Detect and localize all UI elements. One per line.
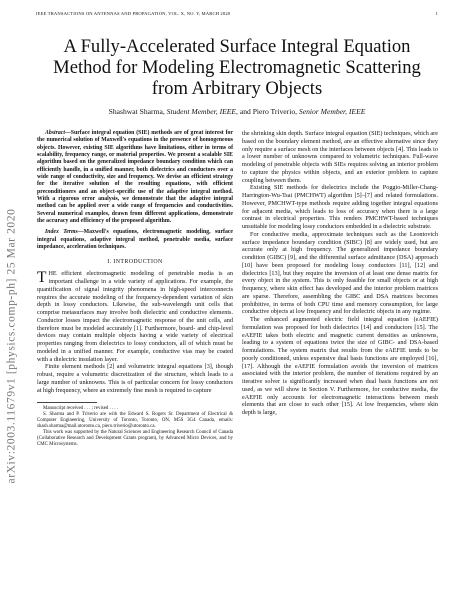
abstract-lead: Abstract: [45, 130, 65, 136]
index-terms-body: —Maxwell's equations, electromagnetic modeling, surface integral equations, adaptive integral method, penetrable media, surface impedance, acceleration techniques.: [37, 229, 233, 251]
intro-p1-text: efficient electromagnetic modeling of penetrable media is an important challenge in a wide variety of applications. For example, the quantification of signal integrity phenomena in high-speed interconnects requires the accurate modeling of the frequency-dependent variation of skin depth in lossy conductors. Likewise, the sub-wavelength unit cells that comprise metasurfaces may involve both dielectric and conductive elements. Conductor losses impact the electromagnetic response of the unit cells, and therefore must be modeled accurately [1]. Furthermore, board- and chip-level devices may contain multiple objects having a wide variety of electrical properties ranging from dielectrics to lossy conductors, all of which must be modeled in a unified manner. For example, conductive vias may be coated with a dielectric insulation layer.: [37, 270, 233, 363]
footnote-rule: [37, 402, 97, 403]
paper-title: [36, 36, 438, 99]
journal-header: IEEE TRANSACTIONS ON ANTENNAS AND PROPAGATION, VOL. X, NO. Y, MARCH 2020: [36, 11, 231, 16]
author-2: and Piero Triverio,: [239, 107, 298, 116]
right-column: [242, 130, 438, 417]
author-1-role: Student Member, IEEE,: [166, 107, 238, 116]
author-2-role: Senior Member, IEEE: [298, 107, 366, 116]
index-terms-lead: Index Terms: [45, 229, 78, 236]
abstract: [37, 130, 233, 225]
intro-paragraph-2: Finite element methods [2] and volumetric integral equations [3], though robust, require a volumetric discretization of the structure, which leads to a large number of unknowns. This is of particular concern for lossy conductors at high frequency, where an extremely fine mesh is required to capture: [37, 363, 233, 394]
title-line-2: Method for Modeling Electromagnetic Scattering: [53, 57, 421, 78]
left-column: [37, 130, 233, 448]
abstract-body: —Surface integral equation (SIE) methods are of great interest for the numerical solution of Maxwell's equations in the presence of homogeneous objects. However, existing SIE algorithms have limitations, either in terms of scalability, frequency range, or material properties. We present a scalable SIE algorithm based on the generalized impedance boundary condition which can efficiently handle, in a unified manner, both dielectrics and conductors over a wide range of conductivity, size and frequency. We devise an efficient strategy for the iterative solution of the resulting equations, with efficient preconditioners and an object-specific use of the adaptive integral method. With a rigorous error analysis, we demonstrate that the adaptive integral method can be applied over a wide range of frequencies and conductivities. Several numerical examples, drawn from different applications, demonstrate the accuracy and efficiency of the proposed algorithm.: [37, 130, 233, 225]
right-paragraph-4: The enhanced augmented electric field integral equation (eAEFIE) formulation was proposed for both dielectrics [14] and conductors [15]. The eAEFIE takes both electric and magnetic current densities as unknowns, leading to a system of equations twice the size of GIBC- and DSA-based formulations. The system matrix that results from the eAEFIE tends to be poorly conditioned, unless expensive dual basis functions are employed [16], [17]. Although the eAEFIE formulation avoids the inversion of matrices associated with the interior problem, the number of iterations required by an iterative solver is significantly increased when dual basis functions are not used, as we will show in Section V. Furthermore, for conductive media, the eAEFIE only accounts for electromagnetic interactions between mesh elements that are close to each other [15]. At low frequencies, where skin depth is large,: [242, 316, 438, 416]
page-number: 1: [435, 11, 438, 16]
right-paragraph-1: the shrinking skin depth. Surface integral equation (SIE) techniques, which are based on the boundary element method, are an effective alternative since they only require a surface mesh on the interfaces between objects [4]. This leads to a lower number of unknowns compared to volumetric techniques. Full-wave modeling of penetrable objects with SIEs requires solving an interior problem to capture the physics within objects, and an exterior problem to capture coupling between them.: [242, 130, 438, 184]
right-paragraph-3: For conductive media, approximate techniques such as the Leontovich surface impedance boundary condition (SIBC) [8] are widely used, but are accurate only at high frequency. The generalized impedance boundary condition (GIBC) [9], and the differential surface admittance (DSA) approach [10] have been proposed for modeling lossy conductors [11], [12] and dielectrics [13], but they require the inversion of at least one dense matrix for every object in the system. This is only feasible for small objects or at high frequency, where skin effect has developed and the interior problem matrices are sparse. Therefore, assembling the GIBC and DSA matrices becomes prohibitive, in terms of both CPU time and memory consumption, for large conductive objects at low frequency and for dielectric objects in any regime.: [242, 230, 438, 316]
title-line-1: A Fully-Accelerated Surface Integral Equation: [63, 36, 411, 57]
right-paragraph-2: Existing SIE methods for dielectrics include the Poggio-Miller-Chang-Harrington-Wu-Tsai (PMCHWT) algorithm [5]–[7] and related formulations. However, PMCHWT-type methods require adding together integral equations for adjacent media, which leads to loss of accuracy when there is a large contrast in electrical properties. This renders PMCHWT-based techniques unsuitable for modeling lossy conductors embedded in a dielectric substrate.: [242, 184, 438, 230]
footnote-affiliation: S. Sharma and P. Triverio are with the Edward S. Rogers Sr. Department of Electrical & Computer Engineering, University of Toronto, Toronto, ON, M5S 3G4 Canada, emails: shash.sharma@mail.utoronto.ca, piero.triverio@utoronto.ca.: [37, 412, 233, 429]
footnote-manuscript: Manuscript received . . . ; revised . . . .: [43, 406, 119, 412]
arxiv-sidebar: [2, 136, 20, 556]
footnote-funding: This work was supported by the Natural Sciences and Engineering Research Council of Canada (Collaborative Research and Development Grants program), by Advanced Micro Devices, and by CMC Microsystems.: [37, 429, 233, 447]
intro-first-word: HE: [48, 270, 57, 278]
section-heading-introduction: I. INTRODUCTION: [107, 258, 163, 265]
drop-cap: T: [37, 270, 47, 287]
running-header: [36, 12, 438, 17]
index-terms: [37, 229, 233, 251]
author-1: Shashwat Sharma,: [108, 107, 165, 116]
intro-paragraph-1: [37, 270, 233, 363]
arxiv-identifier: arXiv:2003.11679v1 [physics.comp-ph] 25 Mar 2020: [5, 208, 18, 484]
author-line: [36, 107, 438, 116]
title-line-3: from Arbitrary Objects: [151, 78, 323, 99]
